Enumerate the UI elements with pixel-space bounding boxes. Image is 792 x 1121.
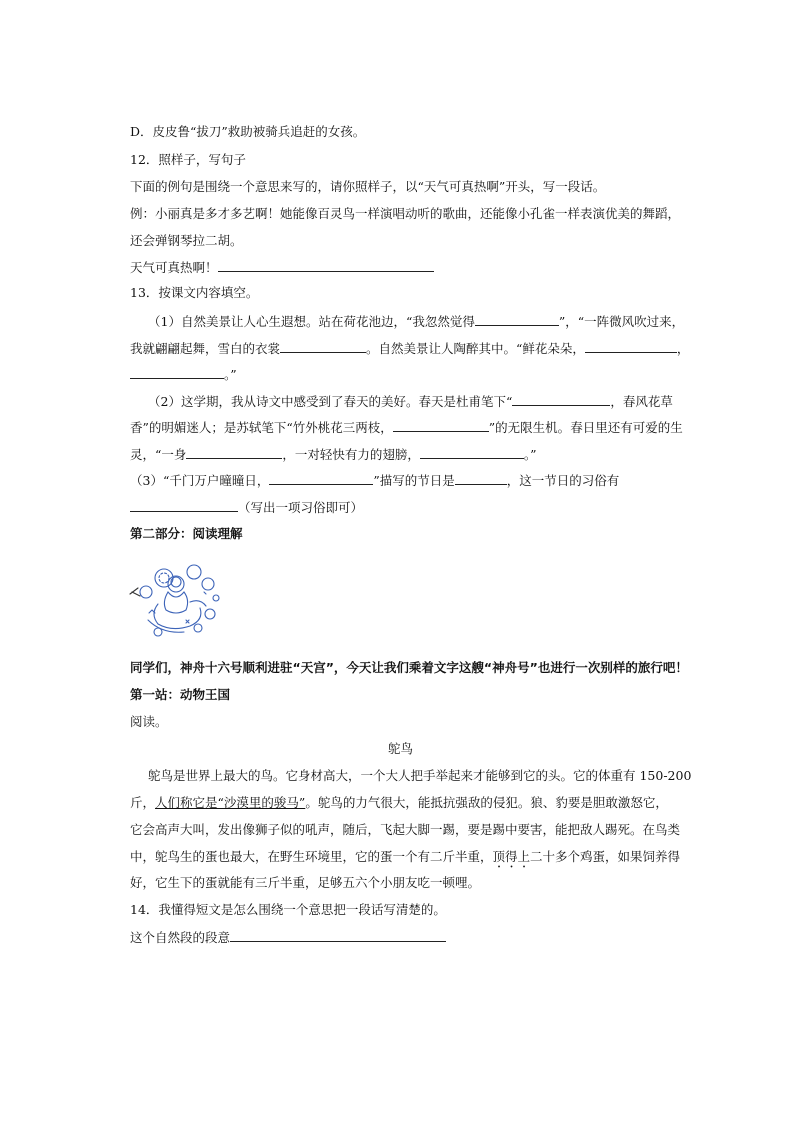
q12-title: 12．照样子，写句子	[130, 152, 246, 167]
q13-p2-text-g: 。”	[523, 447, 537, 462]
q14-prompt: 这个自然段的段意	[130, 930, 231, 945]
q13-p1-line3	[130, 366, 237, 383]
read-label: 阅读。	[130, 714, 168, 729]
q13-blank-2[interactable]	[280, 340, 366, 353]
q13-blank-3[interactable]	[585, 340, 677, 353]
passage-dotted-phrase: 顶得上	[492, 849, 531, 864]
passage-line5: 好，它生下的蛋就能有三斤半重，足够五六个小朋友吃一顿哩。	[130, 875, 481, 890]
q13-p1-text-d: 。自然美景让人陶醉其中。“鲜花朵朵，	[366, 341, 585, 356]
q13-blank-5[interactable]	[512, 393, 610, 406]
q13-p2-line2	[130, 419, 683, 436]
q13-blank-4[interactable]	[130, 366, 224, 379]
passage-line3: 它会高声大叫，发出像狮子似的吼声，随后，飞起大脚一踢，要是踢中要害，能把敌人踢死。在鸟类	[130, 822, 681, 837]
q13-p1-text-e: ，	[676, 341, 690, 356]
q12-example-line2: 还会弹钢琴拉二胡。	[130, 233, 243, 248]
q13-p2-text-c: 香”的明媚迷人；是苏轼笔下“竹外桃花三两枝，	[130, 420, 393, 435]
q13-p3-line2	[130, 499, 363, 516]
q13-p3-line1	[130, 472, 619, 489]
passage-line4-a: 中，鸵鸟生的蛋也最大，在野生环境里，它的蛋一个有二斤半重，	[130, 849, 493, 864]
q13-title: 13．按课文内容填空。	[130, 285, 259, 300]
q13-blank-1[interactable]	[475, 313, 559, 326]
q13-blank-8[interactable]	[420, 446, 524, 459]
q12-instruction: 下面的例句是围绕一个意思来写的，请你照样子，以“天气可真热啊”开头，写一段话。	[130, 179, 606, 194]
q13-p2-text-a: （2）这学期，我从诗文中感受到了春天的美好。春天是杜甫笔下“	[148, 394, 513, 409]
q13-blank-10[interactable]	[455, 472, 507, 485]
q13-p3-text-b: ”描写的节日是	[373, 473, 455, 488]
q12-prompt: 天气可真热啊！	[130, 260, 218, 275]
passage-line2	[130, 795, 668, 811]
option-d: D．皮皮鲁“拔刀”救助被骑兵追赶的女孩。	[130, 124, 366, 139]
q13-blank-11[interactable]	[130, 499, 238, 512]
q13-p2-line1	[148, 393, 673, 410]
q13-p3-text-c: ，这一节日的习俗有	[506, 473, 620, 488]
passage-underlined-sentence: 人们称它是“沙漠里的骏马”	[155, 795, 306, 810]
q13-p2-text-f: ，一对轻快有力的翅膀，	[282, 447, 420, 462]
passage-line4-c: 二十多个鸡蛋，如果饲养得	[530, 849, 681, 864]
q13-p2-text-e: 灵，“一身	[130, 447, 187, 462]
q12-blank[interactable]	[218, 259, 434, 272]
q13-p1-line1	[148, 313, 684, 330]
q13-p1-line2	[130, 340, 689, 357]
q13-blank-6[interactable]	[393, 419, 489, 432]
passage-line2-a: 斤，	[130, 795, 156, 810]
passage-line4	[130, 849, 680, 871]
q13-p1-text-c: 我就翩翩起舞，雪白的衣裳	[130, 341, 281, 356]
astronaut-sketch-icon	[128, 562, 228, 640]
q13-blank-9[interactable]	[269, 472, 373, 485]
q13-blank-7[interactable]	[186, 446, 282, 459]
q13-p1-text-f: 。”	[224, 367, 237, 382]
q13-p3-text-a: （3）“千门万户曈曈日，	[130, 473, 270, 488]
passage-title: 鸵鸟	[388, 741, 414, 756]
q13-p2-text-d: ”的无限生机。春日里还有可爱的生	[488, 420, 683, 435]
part2-heading: 第二部分：阅读理解	[130, 526, 243, 541]
q13-p2-text-b: ，春风花草	[610, 394, 673, 409]
q14-title: 14．我懂得短文是怎么围绕一个意思把一段话写清楚的。	[130, 902, 446, 917]
part2-intro: 同学们，神舟十六号顺利进驻“天宫”，今天让我们乘着文字这艘“神舟号”也进行一次别样的旅行吧！	[130, 660, 688, 675]
q13-p1-text-a: （1）自然美景让人心生遐想。站在荷花池边，“我忽然觉得	[148, 314, 475, 329]
passage-line2-c: 。鸵鸟的力气很大，能抵抗强敌的侵犯。狼、豹要是胆敢激怒它，	[305, 795, 668, 810]
q12-example-line1: 例：小丽真是多才多艺啊！她能像百灵鸟一样演唱动听的歌曲，还能像小孔雀一样表演优美的舞蹈，	[130, 206, 681, 221]
q14-blank[interactable]	[230, 929, 446, 942]
station-heading: 第一站：动物王国	[130, 687, 231, 702]
q13-p2-line3	[130, 446, 537, 463]
q14-answer-line	[130, 929, 446, 946]
q13-p3-text-d: （写出一项习俗即可）	[238, 500, 364, 515]
passage-line1: 鸵鸟是世界上最大的鸟。它身材高大，一个大人把手举起来才能够到它的头。它的体重有 150-200	[148, 768, 692, 783]
q13-p1-text-b: ”，“一阵微风吹过来，	[558, 314, 685, 329]
q12-answer-line	[130, 259, 434, 276]
